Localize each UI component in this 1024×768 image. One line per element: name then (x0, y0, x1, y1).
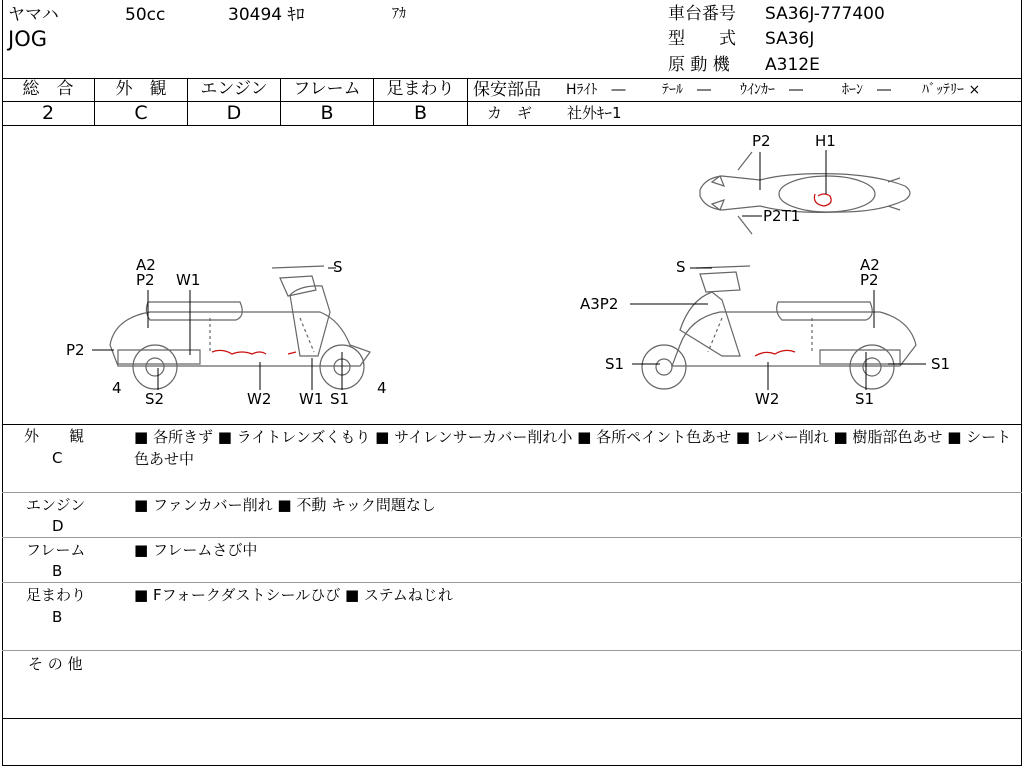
left-label-4: 4 (112, 379, 122, 397)
left-label-s: S (333, 258, 343, 276)
left-label-w1-top: W1 (176, 271, 201, 289)
notes-line (2, 650, 1022, 651)
notes-line (2, 537, 1022, 538)
engine-grade: D (226, 102, 242, 124)
type-value: SA36J (765, 29, 815, 49)
type-label: 型 式 (668, 29, 736, 49)
color: ｱｶ (392, 6, 406, 22)
engine-grade-label: エンジン (200, 79, 268, 99)
damage-marks (212, 194, 831, 356)
note-engine-grade: D (52, 517, 64, 535)
displacement: 50cc (125, 5, 166, 25)
frame-no: SA36J-777400 (765, 4, 885, 24)
right-label-s1-front: S1 (605, 355, 625, 373)
suspension-grade-label: 足まわり (386, 79, 455, 99)
frame-grade: B (320, 102, 334, 124)
safety-battery: ﾊﾞｯﾃﾘｰ × (922, 82, 981, 98)
frame-no-label: 車台番号 (668, 4, 736, 24)
right-label-a3p2: A3P2 (580, 295, 619, 313)
note-suspension-grade: B (52, 608, 63, 626)
left-label-4-rear: 4 (377, 379, 387, 397)
key-label: カ ギ (487, 104, 533, 122)
notes-line (2, 492, 1022, 493)
safety-headlight: Hﾗｲﾄ ― (566, 82, 626, 98)
right-label-p2: P2 (860, 271, 879, 289)
suspension-grade: B (413, 102, 428, 124)
top-label-p2: P2 (752, 132, 771, 150)
top-view-scooter (700, 152, 910, 234)
safety-winker: ｳｲﾝｶｰ ― (740, 82, 803, 98)
top-label-p2t1: P2T1 (763, 207, 801, 225)
maker: ヤマハ (8, 5, 59, 25)
note-exterior-text: ■ 各所きず ■ ライトレンズくもり ■ サイレンサーカバー削れ小 ■ 各所ペイント色あせ ■ レバー削れ ■ 樹脂部色あせ ■ シート色あせ中 (134, 428, 1012, 468)
note-frame-label: フレーム (26, 541, 86, 559)
key-value: 社外ｷｰ1 (567, 104, 622, 122)
note-frame-text: ■ フレームさび中 (134, 541, 258, 559)
right-label-s: S (676, 258, 686, 276)
left-label-p2-top: P2 (136, 271, 155, 289)
note-engine-text: ■ ファンカバー削れ ■ 不動 キック問題なし (134, 496, 436, 514)
right-label-s1-rear: S1 (931, 355, 951, 373)
exterior-label: 外 観 (115, 79, 167, 99)
safety-tail: ﾃｰﾙ ― (662, 82, 711, 98)
left-label-s1: S1 (330, 390, 350, 408)
left-label-a2: A2 (136, 256, 156, 274)
overall-label: 総 合 (22, 79, 74, 99)
left-label-s2: S2 (145, 390, 165, 408)
note-exterior-grade: C (52, 449, 63, 467)
left-label-w2: W2 (247, 390, 272, 408)
mileage: 30494 ｷﾛ (228, 5, 305, 25)
frame-grade-label: フレーム (293, 79, 361, 99)
left-label-w1: W1 (299, 390, 324, 408)
left-label-p2-front: P2 (66, 341, 85, 359)
right-label-w2: W2 (755, 390, 780, 408)
note-engine-label: エンジン (26, 496, 86, 514)
notes-top-line (2, 424, 1022, 425)
right-label-s1-bottom: S1 (855, 390, 875, 408)
safety-horn: ﾎｰﾝ ― (842, 82, 891, 98)
note-suspension-text: ■ Fフォークダストシールひび ■ ステムねじれ (134, 586, 453, 604)
notes-bottom-line (2, 718, 1022, 719)
exterior-grade: C (134, 102, 148, 124)
engine-value: A312E (765, 55, 820, 75)
right-label-a2: A2 (860, 256, 880, 274)
overall-grade: 2 (41, 102, 55, 124)
note-suspension-label: 足まわり (26, 586, 87, 604)
note-other-label: そ の 他 (28, 655, 83, 673)
engine-label: 原 動 機 (668, 55, 730, 75)
note-exterior-label: 外 観 (24, 427, 85, 445)
model-name: JOG (8, 27, 47, 51)
safety-label: 保安部品 (473, 80, 541, 100)
notes-line (2, 582, 1022, 583)
leader-lines (92, 150, 926, 390)
note-frame-grade: B (52, 562, 63, 580)
top-label-h1: H1 (815, 132, 836, 150)
